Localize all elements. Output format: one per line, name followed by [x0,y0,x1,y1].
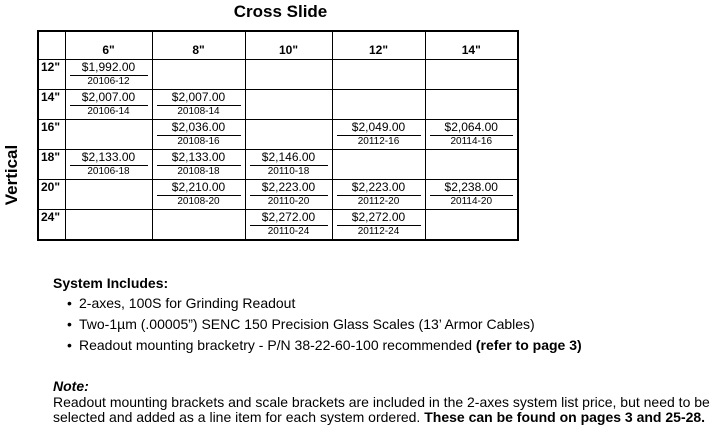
part-number: 20106-18 [70,165,148,178]
price-value: $1,992.00 [81,60,136,74]
column-header-row [38,31,518,60]
note-label: Note: [53,378,89,394]
row-header: 14" [38,90,65,120]
price-cell [332,180,425,210]
price-cell [65,90,152,120]
list-item-bold: (refer to page 3) [475,337,582,353]
list-item-text: 2-axes, 100S for Grinding Readout [79,295,296,311]
row-header: 24" [38,210,65,241]
table-row [38,210,518,241]
part-number: 20110-20 [250,195,328,208]
empty-cell [425,90,518,120]
table-row [38,150,518,180]
empty-cell [245,90,332,120]
price-cell [152,90,245,120]
price-cell [332,120,425,150]
part-number: 20108-20 [157,195,241,208]
price-cell [152,180,245,210]
table-title: Cross Slide [233,2,328,21]
system-includes-list [53,293,582,356]
empty-cell [332,60,425,90]
price-value: $2,238.00 [444,180,498,194]
empty-cell [245,60,332,90]
price-value: $2,272.00 [261,210,316,224]
vertical-axis-label: Vertical [2,144,21,206]
empty-cell [425,210,518,241]
column-header: 6" [65,31,152,60]
price-value: $2,064.00 [444,120,498,134]
column-header: 10" [245,31,332,60]
price-cell [152,120,245,150]
empty-cell [65,180,152,210]
part-number: 20110-24 [250,225,328,238]
empty-cell [425,60,518,90]
empty-cell [65,120,152,150]
part-number: 20112-16 [337,135,421,148]
price-value: $2,272.00 [351,210,406,224]
empty-cell [245,120,332,150]
note-text [53,395,723,425]
part-number: 20110-18 [250,165,328,178]
price-cell [152,150,245,180]
empty-cell [332,90,425,120]
part-number: 20112-24 [337,225,421,238]
price-value: $2,133.00 [81,150,136,164]
price-cell [425,180,518,210]
price-cell [65,60,152,90]
empty-cell [152,60,245,90]
list-item [79,314,582,335]
price-cell [65,150,152,180]
price-cell [245,210,332,241]
price-cell [245,150,332,180]
row-header: 20" [38,180,65,210]
price-cell [425,120,518,150]
empty-cell [332,150,425,180]
system-includes-heading: System Includes: [53,275,169,291]
list-item [79,335,582,356]
column-header: 12" [332,31,425,60]
price-value: $2,210.00 [171,180,226,194]
price-value: $2,007.00 [81,90,136,104]
price-value: $2,146.00 [261,150,316,164]
part-number: 20106-14 [70,105,148,118]
part-number: 20108-18 [157,165,241,178]
price-value: $2,049.00 [351,120,406,134]
part-number: 20114-16 [430,135,514,148]
note-body: Readout mounting brackets and scale brackets are included in the 2-axes system list price, but need to be selected and added as a line item for each system ordered. [53,394,710,425]
column-header: 8" [152,31,245,60]
list-item-text: Readout mounting bracketry - P/N 38-22-60-100 recommended [79,337,476,353]
part-number: 20108-14 [157,105,241,118]
price-value: $2,223.00 [351,180,406,194]
table-row [38,120,518,150]
row-header: 18" [38,150,65,180]
table-row [38,180,518,210]
row-header: 12" [38,60,65,90]
price-value: $2,007.00 [171,90,226,104]
list-item [79,293,582,314]
part-number: 20112-20 [337,195,421,208]
column-header: 14" [425,31,518,60]
corner-cell [38,31,65,60]
empty-cell [152,210,245,241]
empty-cell [425,150,518,180]
price-value: $2,036.00 [171,120,226,134]
table-row [38,90,518,120]
price-cell [332,210,425,241]
price-table [37,30,519,241]
list-item-text: Two-1µm (.00005”) SENC 150 Precision Glass Scales (13’ Armor Cables) [79,316,535,332]
part-number: 20114-20 [430,195,514,208]
empty-cell [65,210,152,241]
part-number: 20108-16 [157,135,241,148]
table-row [38,60,518,90]
price-value: $2,223.00 [261,180,316,194]
row-header: 16" [38,120,65,150]
price-cell [245,180,332,210]
price-value: $2,133.00 [171,150,226,164]
part-number: 20106-12 [70,75,148,88]
note-emphasis: These can be found on pages 3 and 25-28. [424,409,706,425]
